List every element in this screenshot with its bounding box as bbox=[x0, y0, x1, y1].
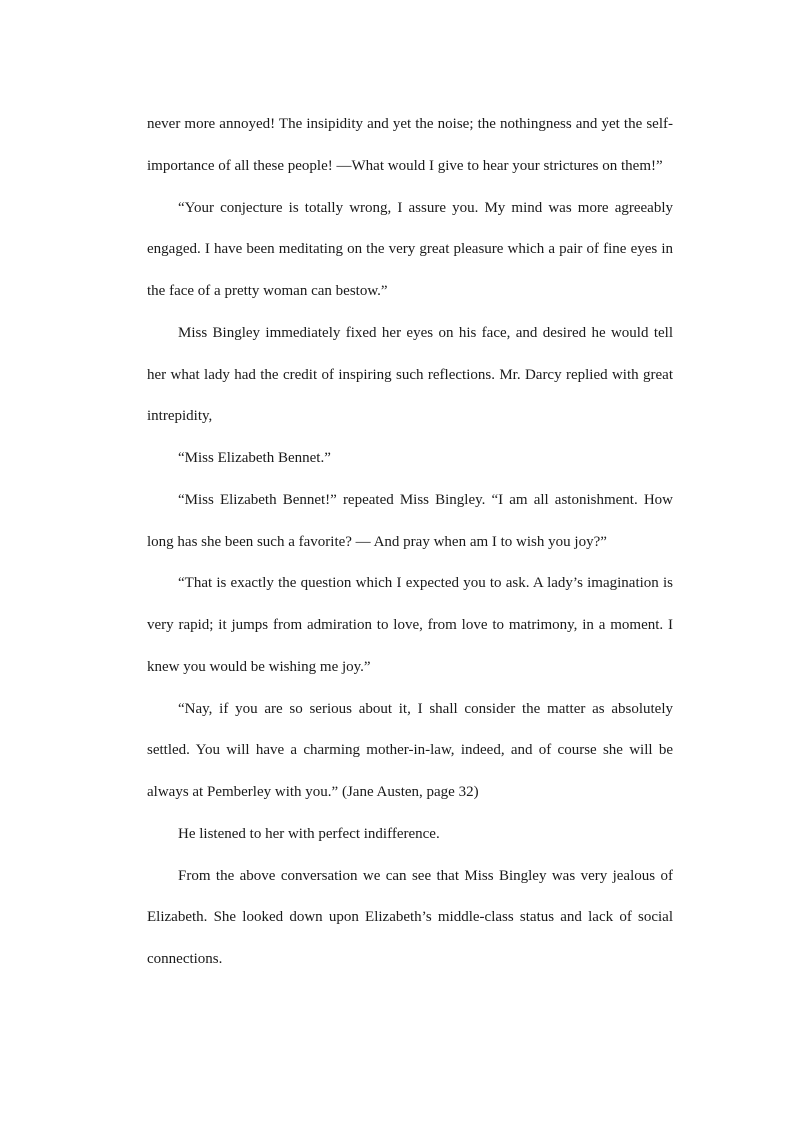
paragraph-bingley-asks: Miss Bingley immediately fixed her eyes on his face, and desired he would tell her what lady had the credit of inspiring such reflections. Mr. Darcy replied with great intrepidity, bbox=[147, 324, 673, 425]
paragraph-indifference: He listened to her with perfect indifference. bbox=[178, 825, 440, 842]
paragraph-bingley-settled: “Nay, if you are so serious about it, I shall consider the matter as absolutely settled. You will have a charming mother-in-law, indeed, and of course she will be always at Pemberley with you.” (Jane Austen, page 32) bbox=[147, 700, 673, 800]
paragraph-darcy-answer: “That is exactly the question which I expected you to ask. A lady’s imagination is very rapid; it jumps from admiration to love, from love to matrimony, in a moment. I knew you would be wishing me joy.” bbox=[147, 575, 673, 675]
body-text bbox=[147, 104, 673, 981]
paragraph-darcy-reply: “Your conjecture is totally wrong, I assure you. My mind was more agreeably engaged. I have been meditating on the very great pleasure which a pair of fine eyes in the face of a pretty woman can bestow.” bbox=[147, 199, 673, 299]
paragraph-continuation: never more annoyed! The insipidity and yet the noise; the nothingness and yet the self-importance of all these people! —What would I give to hear your strictures on them!” bbox=[147, 116, 673, 174]
paragraph-analysis: From the above conversation we can see that Miss Bingley was very jealous of Elizabeth. She looked down upon Elizabeth’s middle-class status and lack of social connections. bbox=[147, 867, 673, 967]
paragraph-elizabeth-bennet: “Miss Elizabeth Bennet.” bbox=[178, 450, 331, 466]
paragraph-bingley-astonished: “Miss Elizabeth Bennet!” repeated Miss Bingley. “I am all astonishment. How long has she been such a favorite? — And pray when am I to wish you joy?” bbox=[147, 491, 673, 550]
